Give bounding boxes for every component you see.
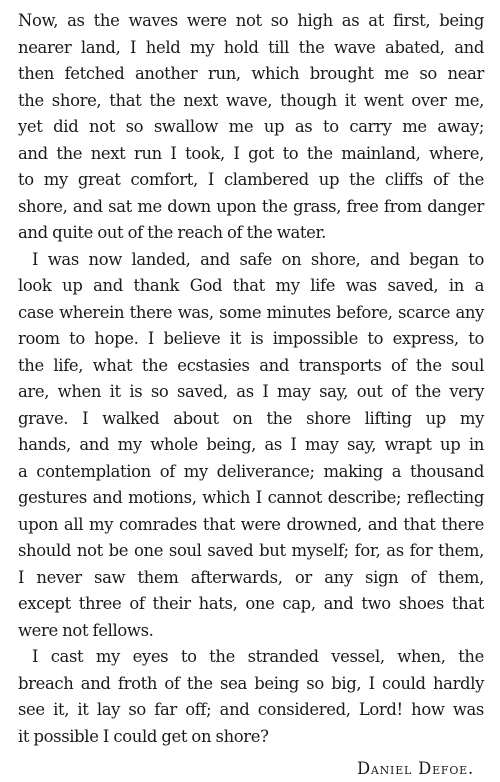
text-line: then fetched another run, which brought me so near [18, 64, 484, 83]
author-signature: Daniel Defoe. [356, 759, 474, 778]
paragraph [18, 644, 484, 750]
text-line: it possible I could get on shore? [18, 726, 269, 746]
text-line: a contemplation of my deliverance; making a thousand [18, 461, 484, 481]
text-line: grave. I walked about on the shore lifting up my [18, 408, 484, 428]
text-line: to my great comfort, I clambered up the cliffs of the [18, 170, 484, 189]
text-line: case wherein there was, some minutes before, scarce any [18, 302, 484, 322]
text-line: upon all my comrades that were drowned, and that there [18, 514, 484, 534]
paragraph [18, 8, 484, 247]
text-line: look up and thank God that my life was saved, in a [18, 276, 484, 295]
text-line: room to hope. I believe it is impossible to express, to [18, 329, 484, 348]
text-line: gestures and motions, which I cannot describe; reflecting [18, 488, 484, 507]
text-line: are, when it is so saved, as I may say, out of the very [18, 382, 484, 401]
text-line: the life, what the ecstasies and transports of the soul [18, 355, 484, 375]
text-line: except three of their hats, one cap, and two shoes that [18, 594, 484, 613]
text-line: I never saw them afterwards, or any sign of them, [18, 567, 484, 587]
text-line: breach and froth of the sea being so big, I could hardly [18, 673, 484, 693]
text-line: see it, it lay so far off; and considered, Lord! how was [18, 700, 484, 719]
text-line: yet did not so swallow me up as to carry me away; [18, 117, 484, 136]
text-line: the shore, that the next wave, though it went over me, [18, 90, 484, 110]
text-line: hands, and my whole being, as I may say, wrapt up in [18, 435, 484, 454]
text-line: and the next run I took, I got to the mainland, where, [18, 143, 484, 163]
text-line: and quite out of the reach of the water. [18, 223, 327, 242]
text-line: shore, and sat me down upon the grass, free from danger [18, 196, 484, 216]
text-line: I cast my eyes to the stranded vessel, when, the [32, 647, 484, 666]
text-line: nearer land, I held my hold till the wave abated, and [18, 37, 484, 57]
paragraph [18, 247, 484, 645]
text-line: were not fellows. [18, 620, 154, 640]
text-line: Now, as the waves were not so high as at first, being [18, 11, 484, 30]
text-line: I was now landed, and safe on shore, and began to [32, 249, 484, 269]
text-page [18, 8, 484, 782]
text-line: should not be one soul saved but myself; for, as for them, [18, 541, 484, 560]
